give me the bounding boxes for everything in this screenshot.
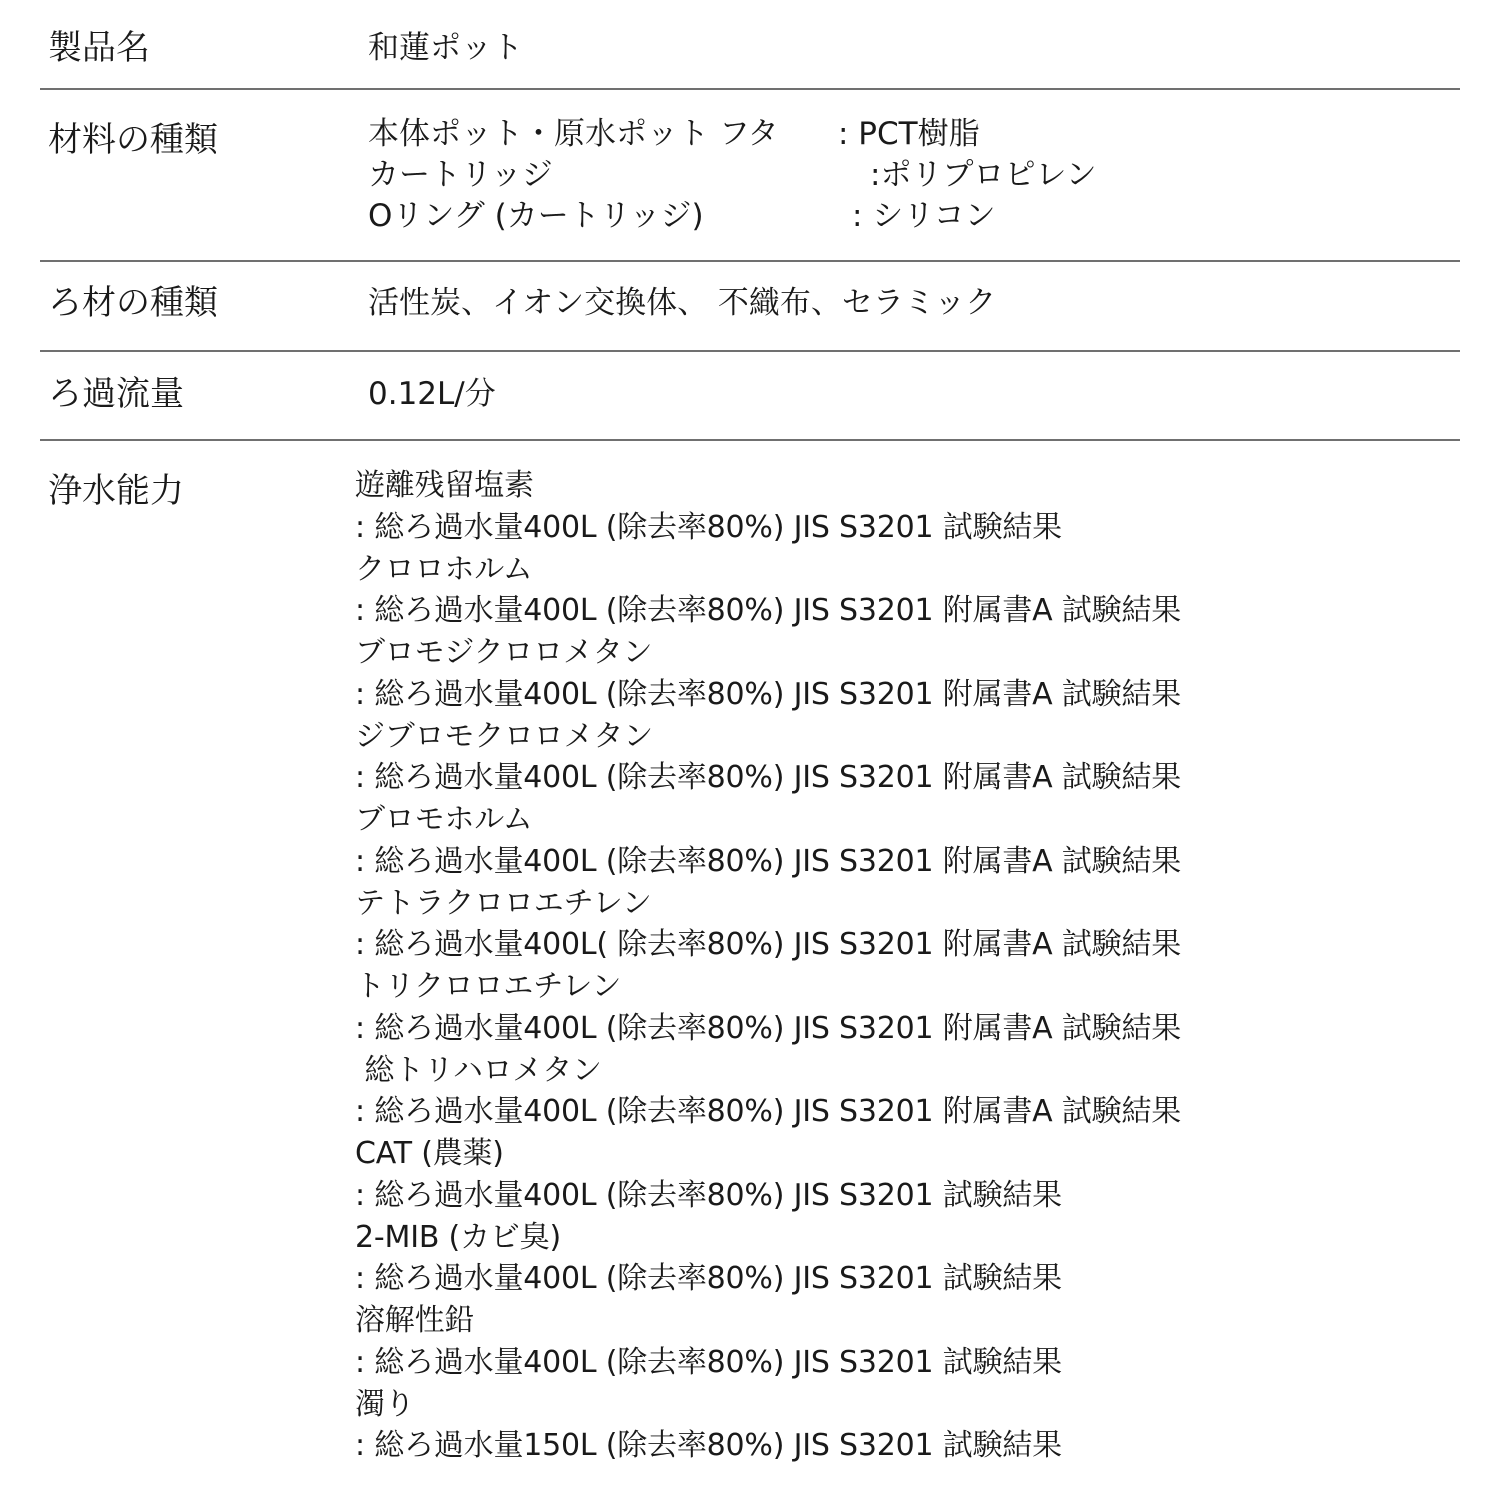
flow-rate-label: ろ過流量 <box>48 374 184 414</box>
contaminant-result: : 総ろ過水量400L (除去率80%) JIS S3201 附属書A 試験結果 <box>355 676 1182 712</box>
performance-list <box>355 465 1455 1467</box>
filter-media-label: ろ材の種類 <box>48 283 218 323</box>
contaminant-result: : 総ろ過水量400L (除去率80%) JIS S3201 試験結果 <box>355 1344 1062 1380</box>
material-item-name: 本体ポット・原水ポット フタ <box>368 116 779 152</box>
contaminant-name: テトラクロロエチレン <box>355 885 652 921</box>
contaminant-result: : 総ろ過水量400L (除去率80%) JIS S3201 附属書A 試験結果 <box>355 593 1182 629</box>
filter-media-value: 活性炭、イオン交換体、 不織布、セラミック <box>368 285 997 321</box>
contaminant-name: ブロモジクロロメタン <box>355 635 653 670</box>
contaminant-result: : 総ろ過水量400L (除去率80%) JIS S3201 試験結果 <box>355 1177 1062 1213</box>
divider-4 <box>40 439 1460 441</box>
contaminant-result: : 総ろ過水量400L (除去率80%) JIS S3201 附属書A 試験結果 <box>355 843 1182 879</box>
contaminant-name: ジブロモクロロメタン <box>355 718 653 754</box>
contaminant-result: : 総ろ過水量400L (除去率80%) JIS S3201 試験結果 <box>355 509 1062 545</box>
divider-2 <box>40 260 1460 262</box>
material-item-value: : PCT樹脂 <box>838 116 980 152</box>
divider-1 <box>40 88 1460 90</box>
product-name-label: 製品名 <box>48 28 150 68</box>
contaminant-name: クロロホルム <box>355 551 533 587</box>
contaminant-result: : 総ろ過水量400L (除去率80%) JIS S3201 附属書A 試験結果 <box>355 760 1182 796</box>
contaminant-result: : 総ろ過水量400L( 除去率80%) JIS S3201 附属書A 試験結果 <box>355 927 1182 963</box>
contaminant-name: ブロモホルム <box>355 802 533 837</box>
contaminant-result: : 総ろ過水量400L (除去率80%) JIS S3201 附属書A 試験結果 <box>355 1094 1182 1130</box>
contaminant-name: 2-MIB (カビ臭) <box>355 1219 561 1255</box>
contaminant-name: 総トリハロメタン <box>355 1052 602 1088</box>
contaminant-result: : 総ろ過水量400L (除去率80%) JIS S3201 附属書A 試験結果 <box>355 1010 1182 1046</box>
contaminant-name: トリクロロエチレン <box>355 969 622 1004</box>
contaminant-name: 溶解性鉛 <box>355 1303 475 1338</box>
flow-rate-value: 0.12L/分 <box>368 376 496 412</box>
performance-label: 浄水能力 <box>48 471 184 511</box>
contaminant-name: CAT (農薬) <box>355 1136 504 1171</box>
material-item-name: カートリッジ <box>368 157 553 193</box>
contaminant-result: : 総ろ過水量400L (除去率80%) JIS S3201 試験結果 <box>355 1261 1062 1297</box>
material-item-value: : シリコン <box>852 198 996 234</box>
materials-label: 材料の種類 <box>48 120 218 160</box>
product-name-value: 和蓮ポット <box>368 30 523 66</box>
contaminant-name: 濁り <box>355 1386 415 1422</box>
material-item-name: Oリング (カートリッジ) <box>368 198 704 234</box>
divider-3 <box>40 350 1460 352</box>
material-item-value: :ポリプロピレン <box>870 157 1097 193</box>
contaminant-name: 遊離残留塩素 <box>355 468 534 503</box>
contaminant-result: : 総ろ過水量150L (除去率80%) JIS S3201 試験結果 <box>355 1428 1062 1464</box>
